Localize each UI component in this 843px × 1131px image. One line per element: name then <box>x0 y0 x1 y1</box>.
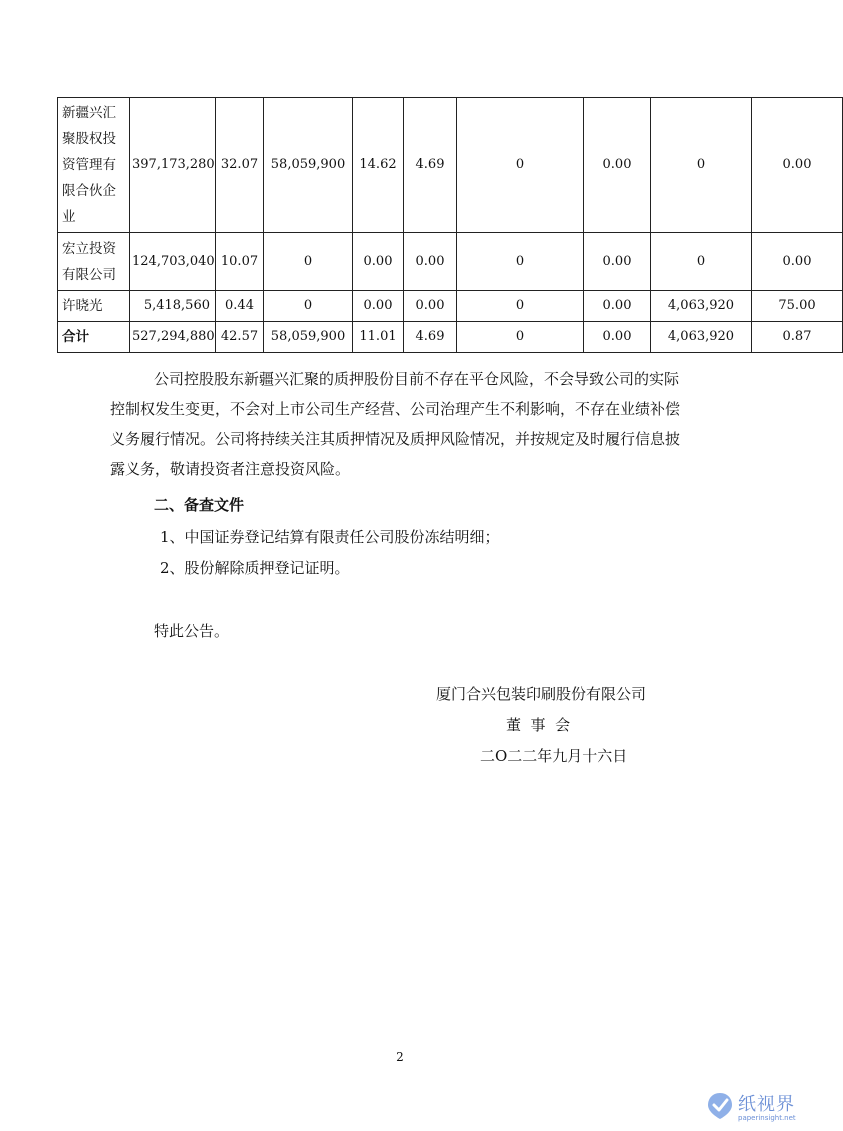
reference-item-1: 1、中国证券登记结算有限责任公司股份冻结明细； <box>160 528 500 546</box>
section-heading: 二、备查文件 <box>154 496 245 514</box>
total-label: 合计 <box>58 322 130 353</box>
table-cell: 0.00 <box>353 233 404 291</box>
table-cell: 0.00 <box>584 98 651 233</box>
table-cell: 0.87 <box>752 322 843 353</box>
table-cell: 10.07 <box>216 233 264 291</box>
table-cell: 11.01 <box>353 322 404 353</box>
table-cell: 0 <box>457 322 584 353</box>
watermark-brand: 纸视界 <box>738 1094 795 1115</box>
shareholder-name: 许晓光 <box>58 291 130 322</box>
table-cell: 42.57 <box>216 322 264 353</box>
table-cell: 0.00 <box>584 291 651 322</box>
table-cell: 0 <box>651 98 752 233</box>
table-cell: 124,703,040 <box>130 233 216 291</box>
table-cell: 0 <box>457 291 584 322</box>
shareholder-name: 宏立投资有限公司 <box>58 233 130 291</box>
table-cell: 14.62 <box>353 98 404 233</box>
table-cell: 75.00 <box>752 291 843 322</box>
brand-logo-icon <box>705 1091 735 1121</box>
signature-date: 二O二二年九月十六日 <box>480 747 628 765</box>
table-row <box>58 291 843 322</box>
closing-text: 特此公告。 <box>154 622 230 640</box>
table-cell: 32.07 <box>216 98 264 233</box>
table-cell: 0.00 <box>404 233 457 291</box>
table-cell: 0.00 <box>404 291 457 322</box>
table-cell: 0.00 <box>752 233 843 291</box>
table-row <box>58 233 843 291</box>
table-cell: 4,063,920 <box>651 291 752 322</box>
table-cell: 4,063,920 <box>651 322 752 353</box>
table-cell: 0.44 <box>216 291 264 322</box>
table-cell: 0.00 <box>584 233 651 291</box>
table-row <box>58 98 843 233</box>
table-cell: 58,059,900 <box>264 98 353 233</box>
table-cell: 527,294,880 <box>130 322 216 353</box>
table-cell: 0.00 <box>752 98 843 233</box>
shareholding-table <box>57 97 843 353</box>
table-cell: 0 <box>264 233 353 291</box>
paragraph-text: 公司控股股东新疆兴汇聚的质押股份目前不存在平仓风险，不会导致公司的实际控制权发生变更，不会对上市公司生产经营、公司治理产生不利影响，不存在业绩补偿义务履行情况。公司将持续关注其质押情况及质押风险情况，并按规定及时履行信息披露义务，敬请投资者注意投资风险。 <box>110 370 681 478</box>
table-total-row <box>58 322 843 353</box>
table-cell: 397,173,280 <box>130 98 216 233</box>
shareholding-table-wrap <box>57 97 816 353</box>
page-number: 2 <box>396 1050 404 1064</box>
table-cell: 0 <box>457 98 584 233</box>
shareholder-name: 新疆兴汇聚股权投资管理有限合伙企业 <box>58 98 130 233</box>
table-cell: 0.00 <box>353 291 404 322</box>
company-name: 厦门合兴包装印刷股份有限公司 <box>436 685 647 703</box>
table-cell: 0 <box>264 291 353 322</box>
table-cell: 0 <box>651 233 752 291</box>
table-cell: 0.00 <box>584 322 651 353</box>
table-cell: 0 <box>457 233 584 291</box>
reference-item-2: 2、股份解除质押登记证明。 <box>160 559 350 577</box>
risk-paragraph <box>110 364 690 484</box>
table-cell: 58,059,900 <box>264 322 353 353</box>
table-cell: 4.69 <box>404 322 457 353</box>
watermark <box>705 1085 800 1129</box>
watermark-url: paperinsight.net <box>738 1114 796 1122</box>
board-label: 董 事 会 <box>506 716 571 734</box>
table-cell: 4.69 <box>404 98 457 233</box>
table-cell: 5,418,560 <box>130 291 216 322</box>
